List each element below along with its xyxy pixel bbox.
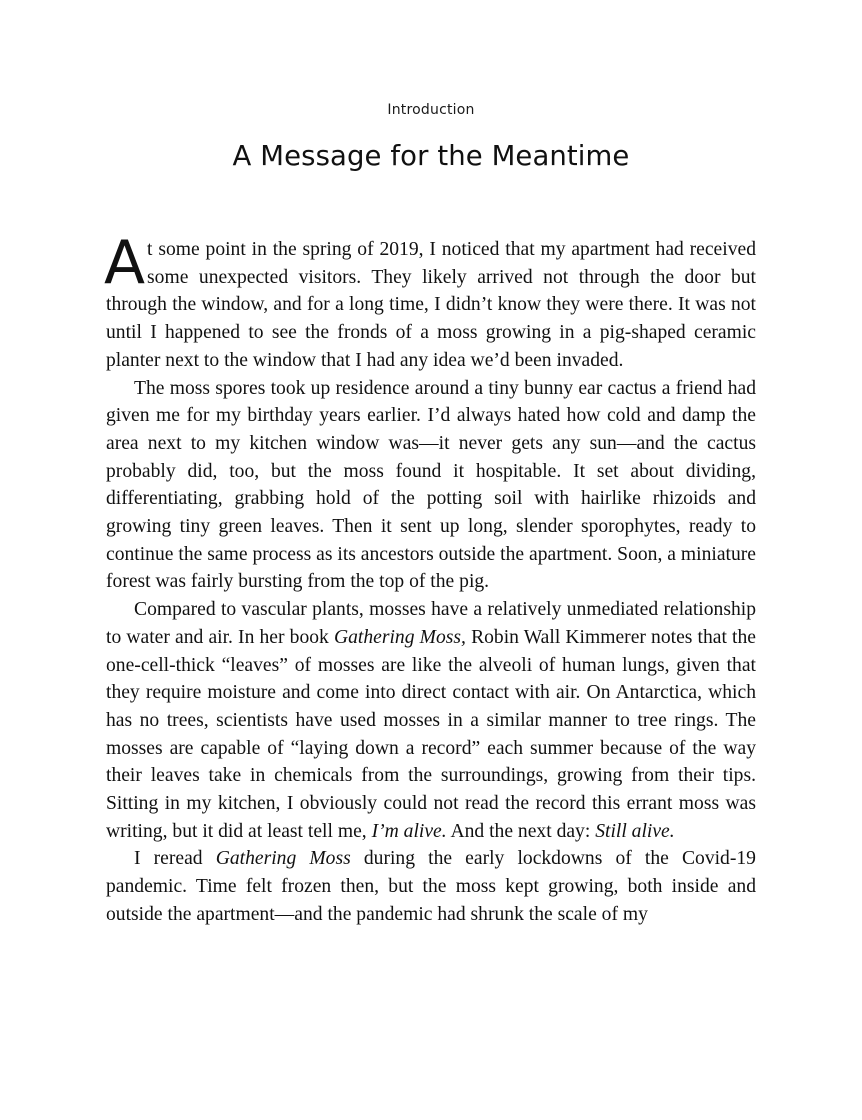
- paragraph-4-text-b: during the early lockdowns of the Covid-19 pandemic. Time felt frozen then, but the moss kept growing, both inside and outside the apartment—and the pandemic had shrunk the scale of my: [106, 848, 756, 925]
- still-alive-italic: Still alive.: [595, 820, 675, 842]
- paragraph-3-text-a: Compared to vascular plants, mosses have a relatively unmediated relationship to water and air. In her book: [106, 599, 756, 648]
- book-title-italic: Gathering Moss,: [333, 626, 466, 648]
- paragraph-4-text-a: I reread: [134, 848, 216, 870]
- paragraph-4: [106, 845, 756, 928]
- paragraph-1-text: t some point in the spring of 2019, I noticed that my apartment had received some unexpected visitors. They likely arrived not through the door but through the window, and for a long time, I didn’t know they were there. It was not until I happened to see the fronds of a moss growing in a pig-shaped ceramic planter next to the window that I had any idea we’d been invaded.: [106, 239, 756, 371]
- paragraph-2: The moss spores took up residence around a tiny bunny ear cactus a friend had given me for my birthday years earlier. I’d always hated how cold and damp the area next to my kitchen window was—it never gets any sun—and the cactus probably did, too, but the moss found it hospitable. It set about dividing, differentiating, grabbing hold of the potting soil with hairlike rhizoids and growing tiny green leaves. Then it sent up long, slender sporophytes, ready to continue the same process as its ancestors outside the apartment. Soon, a miniature forest was fairly bursting from the top of the pig.: [106, 377, 756, 593]
- paragraph-3-text-c: And the next day:: [446, 820, 596, 842]
- body-text: [104, 228, 756, 929]
- paragraph-3: [106, 596, 756, 845]
- drop-cap: A: [104, 228, 146, 298]
- book-title-italic: Gathering Moss: [215, 848, 351, 870]
- alive-italic: I’m alive.: [371, 820, 447, 842]
- paragraph-3-text-b: Robin Wall Kimmerer notes that the one-cell-thick “leaves” of mosses are like the alveoli of human lungs, given that they require moisture and come into direct contact with air. On Antarctica, which has no trees, scientists have used mosses in a similar manner to tree rings. The mosses are capable of “laying down a record” each summer because of the way their leaves take in chemicals from the surroundings, growing from their tips. Sitting in my kitchen, I obviously could not read the record this errant moss was writing, but it did at least tell me,: [106, 626, 756, 842]
- paragraph-1: [104, 228, 756, 375]
- section-label: Introduction: [387, 102, 475, 118]
- chapter-title: A Message for the Meantime: [232, 140, 630, 172]
